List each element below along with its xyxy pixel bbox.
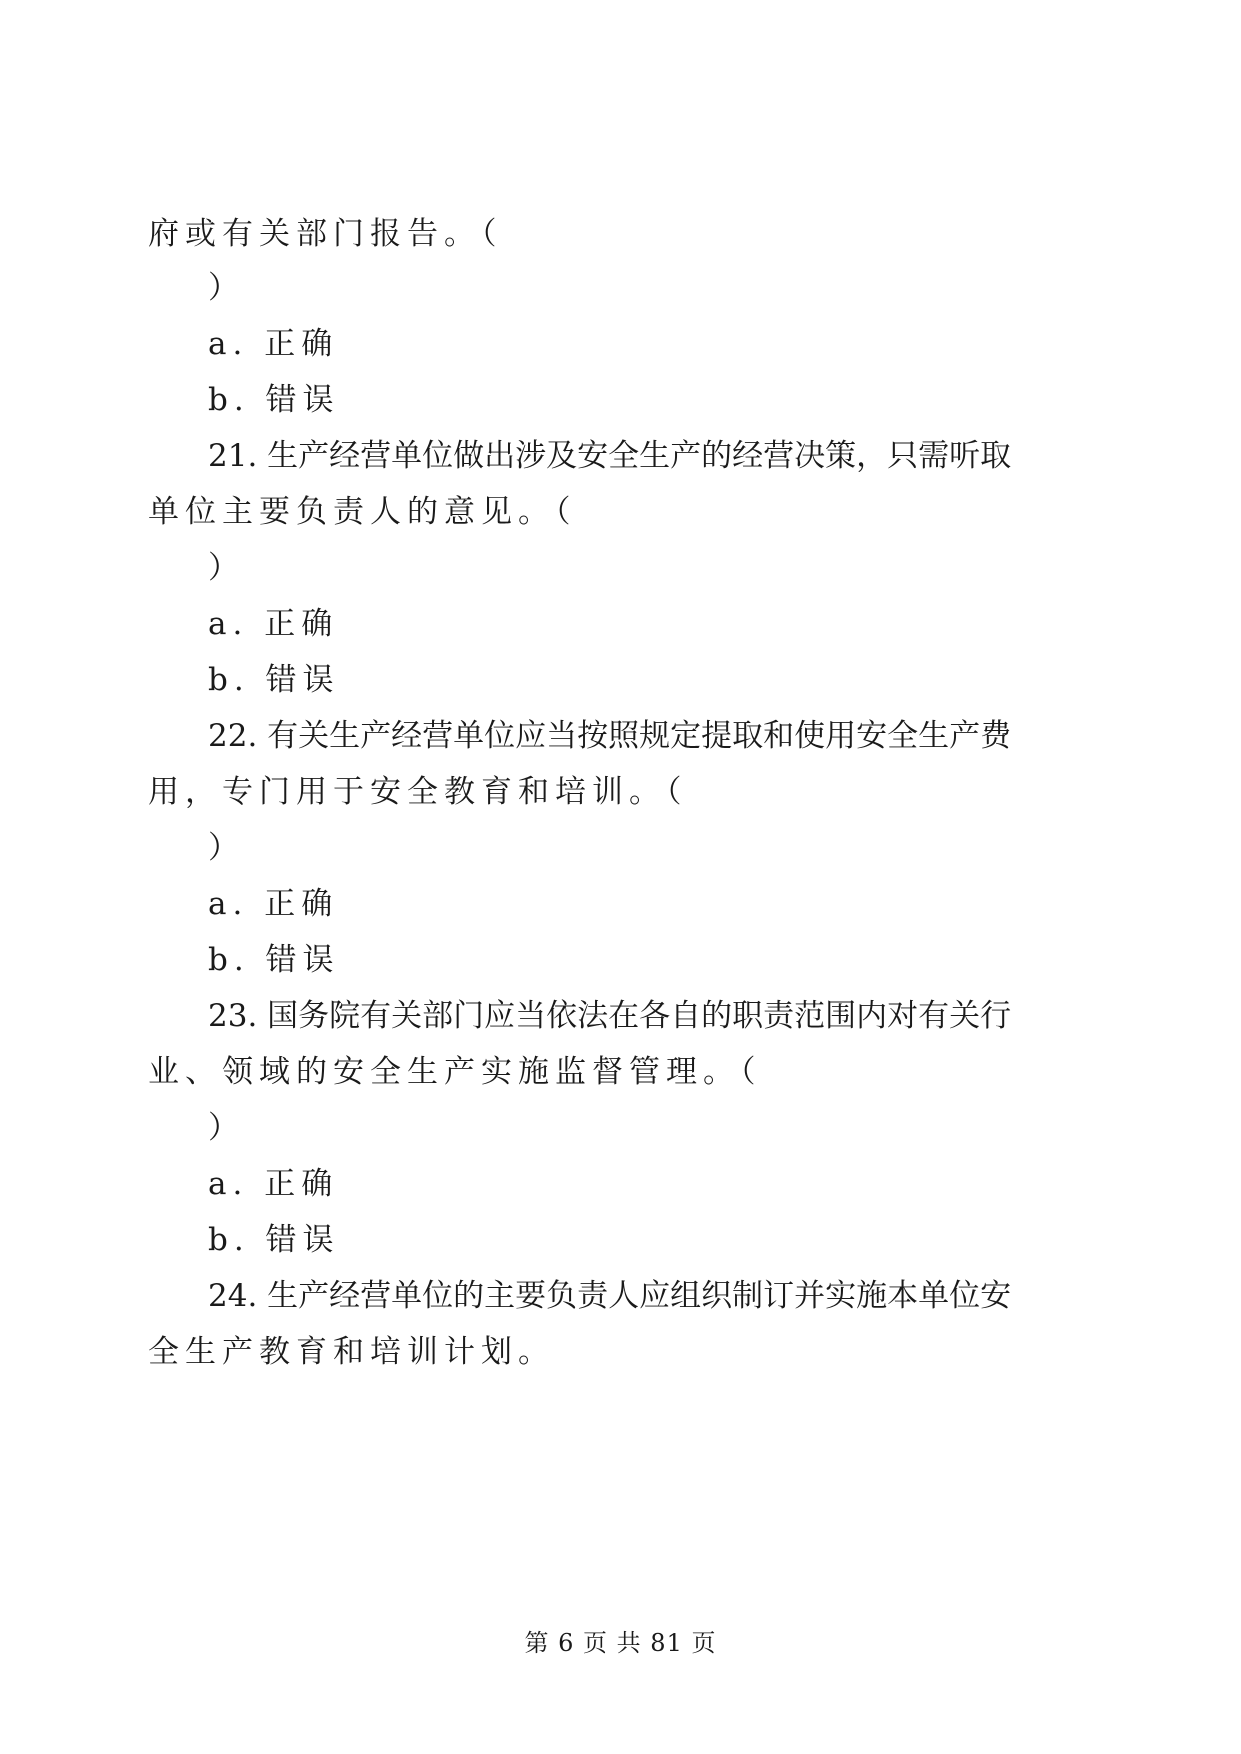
text-line: 业、领域的安全生产实施监督管理。（	[148, 1054, 762, 1090]
question-21: 21. 生产经营单位做出涉及安全生产的经营决策，只需听取	[208, 438, 1012, 474]
option-b: b. 错误	[208, 662, 340, 698]
option-a: a. 正确	[208, 1166, 339, 1202]
option-b: b. 错误	[208, 382, 340, 418]
question-22: 22. 有关生产经营单位应当按照规定提取和使用安全生产费	[208, 718, 1012, 754]
option-a: a. 正确	[208, 886, 339, 922]
question-24: 24. 生产经营单位的主要负责人应组织制订并实施本单位安	[208, 1278, 1012, 1314]
text-line: 全生产教育和培训计划。	[148, 1334, 555, 1370]
page-number: 第 6 页 共 81 页	[524, 1629, 717, 1657]
option-a: a. 正确	[208, 606, 339, 642]
text-line: 府或有关部门报告。（	[148, 216, 503, 252]
option-b: b. 错误	[208, 1222, 340, 1258]
text-line: 单位主要负责人的意见。（	[148, 494, 577, 530]
option-a: a. 正确	[208, 326, 339, 362]
text-line: 用，专门用于安全教育和培训。（	[148, 774, 688, 810]
option-b: b. 错误	[208, 942, 340, 978]
text-line: ）	[208, 1110, 245, 1146]
text-line: ）	[208, 830, 245, 866]
text-line: ）	[208, 550, 245, 586]
text-line: ）	[208, 270, 245, 306]
question-23: 23. 国务院有关部门应当依法在各自的职责范围内对有关行	[208, 998, 1012, 1034]
page-footer	[0, 1628, 1241, 1658]
